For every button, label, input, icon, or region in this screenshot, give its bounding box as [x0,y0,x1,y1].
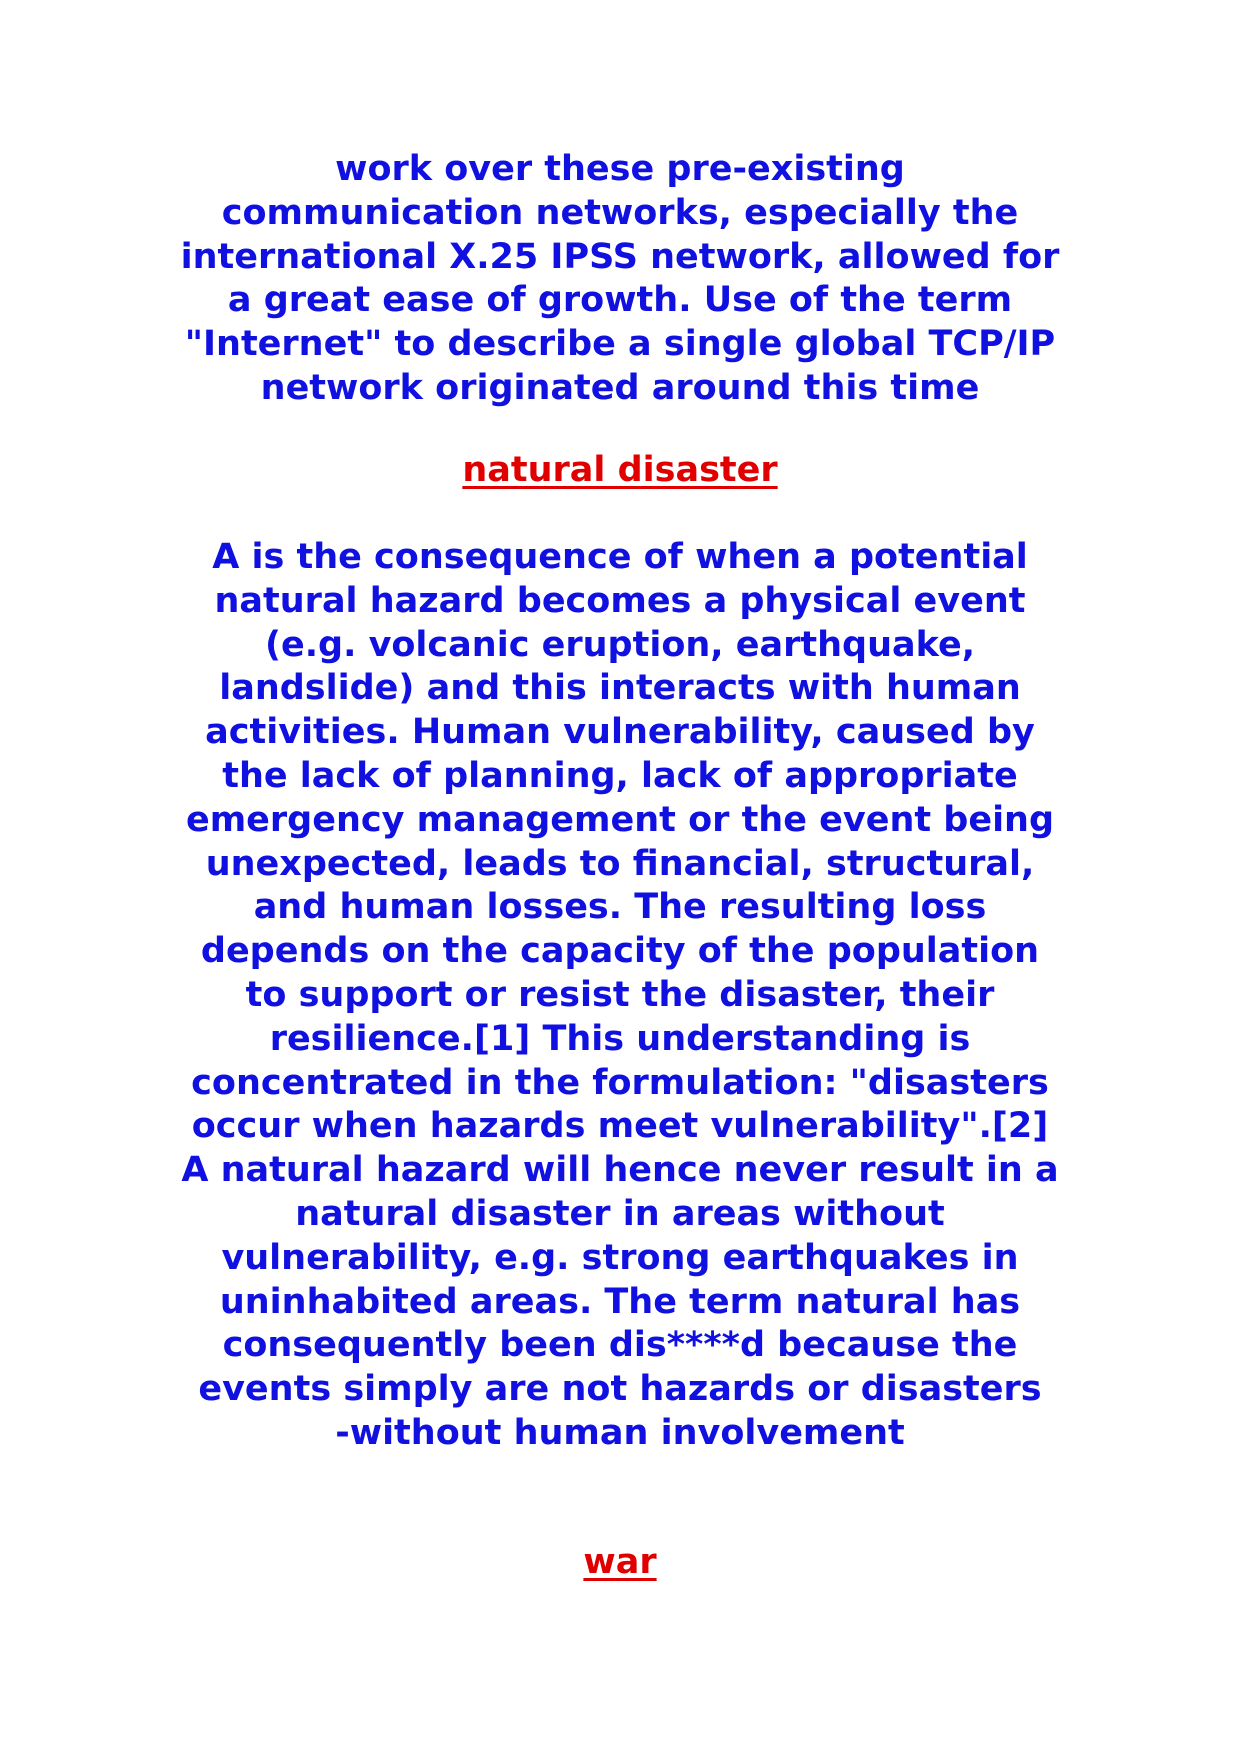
paragraph-line: unexpected, leads to financial, structural, [205,843,1035,884]
paragraph-line: A is the consequence of when a potential [212,537,1028,577]
paragraph-line: work over these pre-existing [335,149,905,189]
paragraph-line: international X.25 IPSS network, allowed for [180,236,1060,277]
paragraph-line: events simply are not hazards or disasters [198,1369,1042,1410]
paragraph-line: occur when hazards meet vulnerability".[2] [191,1106,1049,1147]
paragraph-line: depends on the capacity of the population [200,931,1040,972]
paragraph-line: communication networks, especially the [221,192,1019,233]
heading-label: war [583,1542,657,1582]
paragraph-natural-disaster [140,536,1100,1456]
paragraph-line: resilience.[1] This understanding is [269,1018,971,1059]
section-heading-natural-disaster [140,448,1100,492]
paragraph-line: and human losses. The resulting loss [253,887,987,928]
paragraph-line: consequently been dis****d because the [222,1325,1018,1366]
paragraph-line: landslide) and this interacts with human [219,668,1021,709]
paragraph-line: (e.g. volcanic eruption, earthquake, [265,624,975,665]
heading-label: natural disaster [462,450,778,490]
paragraph-line: concentrated in the formulation: "disasters [191,1062,1049,1103]
paragraph-line: emergency management or the event being [185,799,1055,840]
paragraph-line: to support or resist the disaster, their [245,974,995,1015]
paragraph-line: activities. Human vulnerability, caused by [205,712,1035,753]
paragraph-line: natural hazard becomes a physical event [214,580,1026,621]
paragraph-line: network originated around this time [260,367,980,408]
paragraph-intro [140,148,1100,411]
paragraph-line: natural disaster in areas without [295,1193,945,1234]
paragraph-line: "Internet" to describe a single global TCP/IP [184,324,1056,365]
section-heading-war [140,1540,1100,1584]
paragraph-line: a great ease of growth. Use of the term [227,280,1013,321]
paragraph-line: -without human involvement [335,1412,905,1453]
paragraph-line: uninhabited areas. The term natural has [219,1281,1021,1322]
paragraph-line: the lack of planning, lack of appropriate [222,755,1018,796]
paragraph-line: vulnerability, e.g. strong earthquakes in [221,1237,1019,1278]
paragraph-line: A natural hazard will hence never result in a [181,1150,1059,1191]
